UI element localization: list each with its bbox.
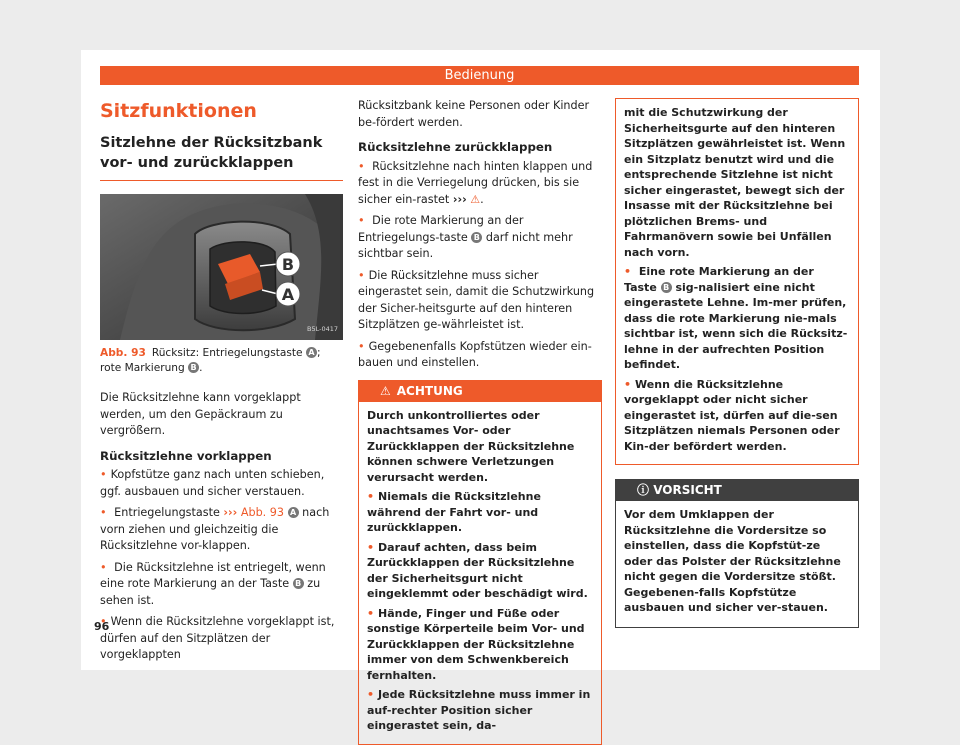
badge-b: B	[188, 362, 199, 373]
list-item: • Die Rücksitzlehne muss sicher eingerastet sein, damit die Schutzwirkung der Sicher-heitsgurte auf den hinteren Sitzplätzen ge-währleistet ist.	[358, 268, 602, 334]
warning-triangle-icon[interactable]: ⚠	[470, 192, 481, 206]
list-item	[358, 213, 602, 263]
heading-zurueckklappen: Rücksitzlehne zurückklappen	[358, 140, 553, 154]
list-item: • Kopfstütze ganz nach unten schieben, ggf. ausbauen und sicher verstauen.	[100, 467, 343, 500]
badge-b: B	[661, 282, 672, 293]
figure-caption	[100, 346, 343, 376]
callout-a: A	[281, 285, 295, 304]
intro-text: Die Rücksitzlehne kann vorgeklappt werden, um den Gepäckraum zu vergrößern.	[100, 391, 301, 437]
achtung-box-continued	[615, 98, 859, 465]
callout-b: B	[281, 255, 295, 274]
list-item-text: Die Rücksitzlehne ist entriegelt, wenn eine rote Markierung an der Taste	[100, 560, 326, 590]
reference-arrows: ›››	[223, 506, 238, 519]
list-item: • Hände, Finger und Füße oder sonstige Körperteile beim Vor- und Zurückklappen der Rücksitzlehne immer von dem Schwenkbereich fernhalten.	[367, 606, 593, 684]
list-item: • Wenn die Rücksitzlehne vorgeklappt oder nicht sicher eingerastet ist, dürfen auf die-sen Sitzplätzen niemals Personen oder Kin-der befördert werden.	[624, 377, 850, 455]
section-header: Bedienung	[100, 66, 859, 85]
list-item-text: Rücksitzlehne nach hinten klappen und fest in die Verriegelung drücken, bis sie sicher ein-rastet	[358, 159, 593, 206]
heading-vorklappen: Rücksitzlehne vorklappen	[100, 448, 272, 463]
figure-code: B5L-0417	[307, 324, 338, 333]
achtung-header	[358, 380, 602, 402]
caution-circle-icon: ⓘ	[637, 483, 650, 497]
column-2	[358, 98, 602, 745]
figure-reference-link[interactable]: Abb. 93	[240, 506, 285, 519]
achtung-intro: Durch unkontrolliertes oder unachtsames Vor- oder Zurückklappen der Rücksitzlehne können schwere Verletzungen verursacht werden.	[367, 408, 575, 484]
seat-release-illustration	[100, 194, 343, 340]
figure-seat-release	[100, 194, 343, 340]
list-item: • Darauf achten, dass beim Zurückklappen der Rücksitzlehne der Sicherheitsgurt nicht eingeklemmt oder beschädigt wird.	[367, 540, 593, 602]
list-item: • Gegebenenfalls Kopfstützen wieder ein-bauen und einstellen.	[358, 339, 602, 372]
badge-b: B	[293, 578, 304, 589]
list-item-text: darf nicht mehr sichtbar sein.	[358, 230, 573, 260]
achtung-title: ACHTUNG	[396, 383, 463, 398]
column-3	[615, 98, 859, 628]
list-item: • Niemals die Rücksitzlehne während der Fahrt vor- und zurückklappen.	[367, 489, 593, 536]
list-item-text: nach vorn ziehen und gleichzeitig die Rücksitzlehne vor-klappen.	[100, 506, 330, 552]
page-number: 96	[94, 620, 110, 633]
list-item-text: Entriegelungstaste	[114, 506, 220, 519]
badge-a: A	[306, 347, 317, 358]
badge-a: A	[288, 507, 299, 518]
list-item	[100, 560, 343, 610]
caption-end: .	[199, 362, 203, 374]
continued-text: Rücksitzbank keine Personen oder Kinder be-fördert werden.	[358, 99, 590, 129]
column-1	[100, 98, 343, 669]
list-item	[100, 505, 343, 555]
caption-separator: ; rote Markierung	[100, 347, 321, 374]
figure-label: Abb. 93	[100, 347, 146, 359]
reference-arrows: ›››	[452, 192, 467, 206]
vorsicht-title: VORSICHT	[653, 483, 722, 497]
section-subtitle: Sitzlehne der Rücksitzbank vor- und zurückklappen	[100, 133, 343, 181]
warning-triangle-icon: ⚠	[380, 383, 391, 398]
page-title: Sitzfunktionen	[100, 100, 257, 122]
list-item-text: zu sehen ist.	[100, 577, 321, 607]
list-item-text: Eine rote Markierung an der Taste	[624, 265, 814, 294]
list-item-text: sig-nalisiert eine nicht eingerastete Lehne. Im-mer prüfen, dass die rote Markierung nie-mals sichtbar ist, wenn sich die Rücksitz-lehne in der aufrechten Position befindet.	[624, 280, 848, 371]
badge-b: B	[471, 232, 482, 243]
achtung-box	[358, 402, 602, 745]
list-item: • Rücksitzlehne nach hinten klappen und fest in die Verriegelung drücken, bis sie sicher ein-rastet ››› ⚠.	[358, 159, 602, 209]
continued-text: mit die Schutzwirkung der Sicherheitsgurte auf den hinteren Sitzplätzen gewährleistet ist. Wenn ein Sitzplatz benutzt wird und die entsprechende Sitzlehne ist nicht sicher eingerastet, bewegt sich der Insasse mit der Rücksitzlehne bei plötzlichen Brems- und Fahrmanövern sowie bei Unfällen nach vorn.	[624, 106, 846, 259]
vorsicht-box	[615, 501, 859, 628]
caption-text: Rücksitz: Entriegelungstaste	[151, 347, 303, 359]
list-item: • Wenn die Rücksitzlehne vorgeklappt ist, dürfen auf den Sitzplätzen der vorgeklappten	[100, 614, 343, 664]
vorsicht-text: Vor dem Umklappen der Rücksitzlehne die Vordersitze so einstellen, dass die Kopfstüt-ze oder das Polster der Rücksitzlehne nicht gegen die Vordersitze stößt. Gegebenen-falls Kopfstütze ausbauen und sicher ver-stauen.	[624, 508, 841, 614]
list-item	[624, 264, 850, 373]
vorsicht-header	[615, 479, 859, 501]
list-item: • Jede Rücksitzlehne muss immer in auf-rechter Position sicher eingerastet sein, da-	[367, 687, 593, 734]
list-item-text: Die rote Markierung an der Entriegelungs-taste	[358, 214, 524, 244]
